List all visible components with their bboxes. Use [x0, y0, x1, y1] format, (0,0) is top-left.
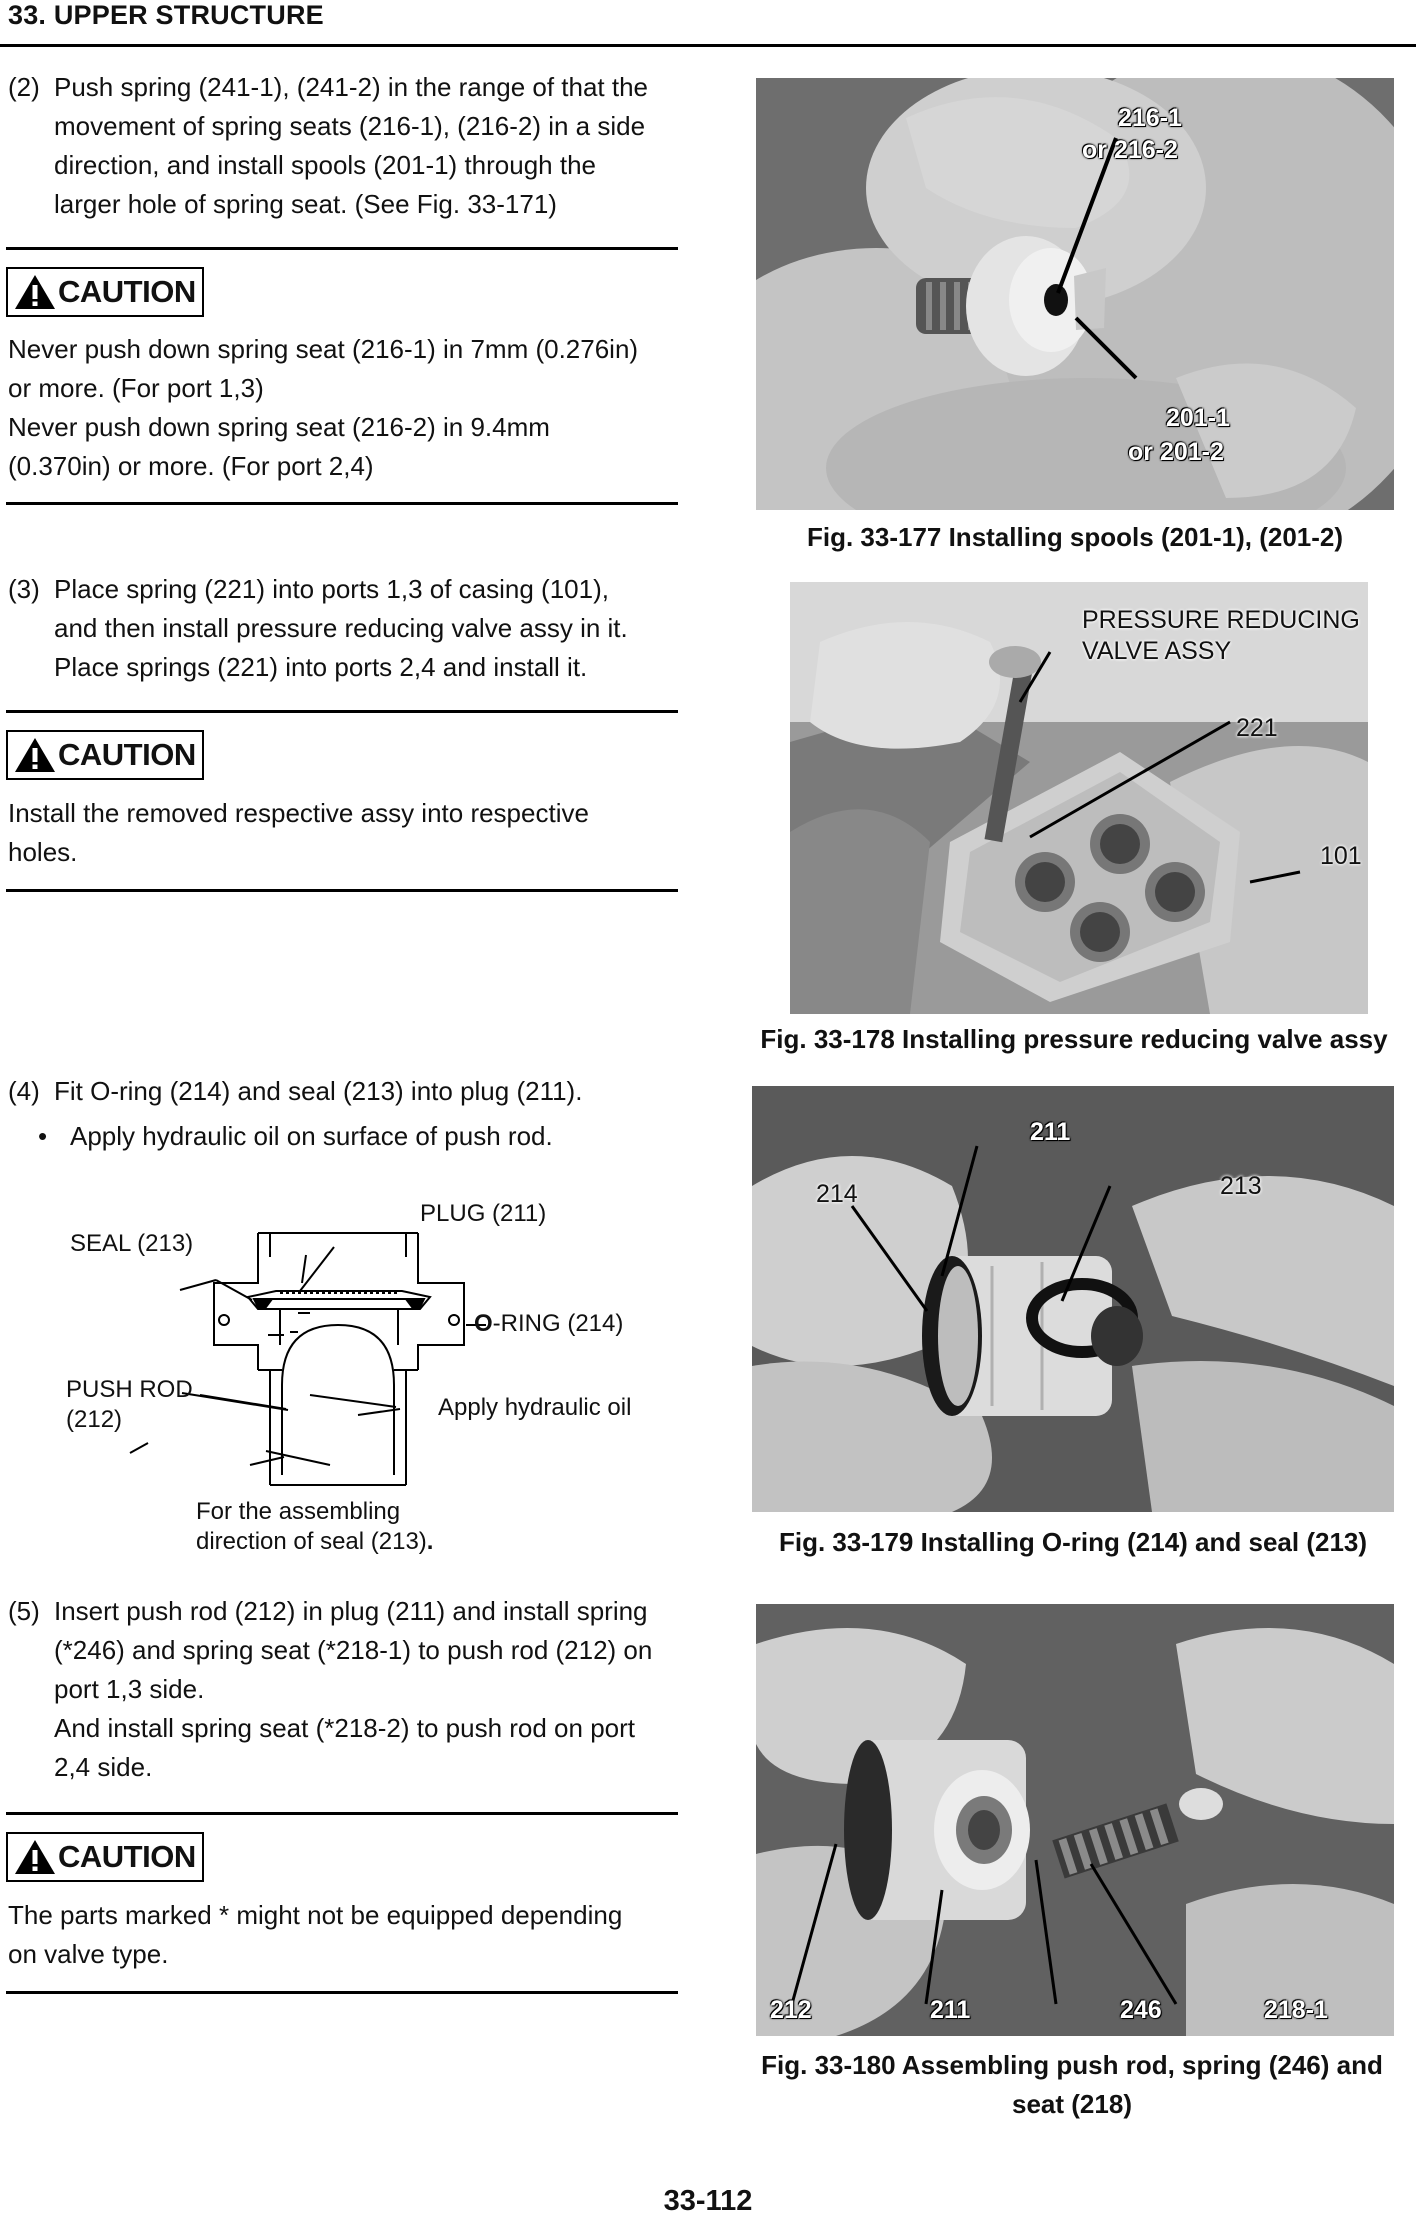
fig-177-caption: Fig. 33-177 Installing spools (201-1), (201-2) [806, 522, 1344, 552]
step-2-line-4: larger hole of spring seat. (See Fig. 33-171) [54, 189, 557, 219]
step-2-line-1: Push spring (241-1), (241-2) in the range of that the [54, 72, 649, 102]
step-2-number: (2) [8, 72, 40, 102]
step-2-line-2: movement of spring seats (216-1), (216-2) in a side [54, 111, 646, 141]
step-4-bullet-text: Apply hydraulic oil on surface of push rod. [70, 1121, 553, 1151]
caution-2-top-rule [6, 710, 678, 713]
fig-179-callout-213: 213 [1220, 1172, 1262, 1200]
step-5-number: (5) [8, 1596, 40, 1626]
step-5-line-5: 2,4 side. [54, 1752, 153, 1782]
diagram-label-apply-oil: Apply hydraulic oil [438, 1394, 632, 1421]
caution-1-line-3: Never push down spring seat (216-2) in 9.4mm [8, 412, 550, 442]
bullet-dot: • [38, 1121, 48, 1151]
fig-180-callout-246: 246 [1120, 1996, 1162, 2024]
page-number: 33-112 [663, 2185, 753, 2216]
fig-179-callout-214: 214 [816, 1180, 858, 1208]
caution-1-line-4: (0.370in) or more. (For port 2,4) [8, 451, 374, 481]
caution-2-line-1: Install the removed respective assy into respective [8, 798, 589, 828]
diagram-label-seal: SEAL (213) [70, 1230, 194, 1257]
fig-177-photo [756, 78, 1394, 510]
step-3-line-3: Place springs (221) into ports 2,4 and install it. [54, 652, 588, 682]
diagram-label-plug: PLUG (211) [420, 1200, 547, 1227]
diagram-note-line-1: For the assembling [196, 1498, 401, 1525]
caution-1-line-2: or more. (For port 1,3) [8, 373, 264, 403]
caution-3-top-rule [6, 1812, 678, 1815]
caution-1-line-1: Never push down spring seat (216-1) in 7mm (0.276in) [8, 334, 639, 364]
fig-178-photo [790, 582, 1368, 1014]
fig-178-callout-101: 101 [1320, 842, 1362, 870]
fig-180-callout-218-1: 218-1 [1264, 1996, 1328, 2024]
step-3-line-2: and then install pressure reducing valve assy in it. [54, 613, 628, 643]
fig-179-photo-drawing [752, 1086, 1394, 1512]
caution-2-line-2: holes. [8, 837, 78, 867]
caution-2-badge [6, 730, 204, 780]
page-header-title: 33. UPPER STRUCTURE [8, 0, 324, 30]
diagram-label-pushrod-2: (212) [66, 1406, 123, 1433]
warning-triangle-icon [13, 1838, 57, 1876]
step-4-line-1: Fit O-ring (214) and seal (213) into plug (211). [54, 1076, 583, 1106]
diagram-note-line-2-period: . [426, 1528, 434, 1555]
fig-177-callout-201-1: 201-1 [1166, 404, 1230, 432]
caution-3-line-2: on valve type. [8, 1939, 169, 1969]
caution-1-bottom-rule [6, 502, 678, 505]
caution-3-bottom-rule [6, 1991, 678, 1994]
caution-3-line-1: The parts marked * might not be equipped depending [8, 1900, 623, 1930]
header-rule [0, 44, 1416, 47]
step-5-line-1: Insert push rod (212) in plug (211) and install spring [54, 1596, 648, 1626]
caution-1-label: CAUTION [58, 274, 196, 309]
caution-1-text [8, 330, 688, 486]
fig-178-callout-pressure-reducing: PRESSURE REDUCING [1082, 606, 1360, 634]
caution-3-label: CAUTION [58, 1839, 196, 1874]
caution-1-badge [6, 267, 204, 317]
step-4-number: (4) [8, 1076, 40, 1106]
plug-cross-section-diagram [40, 1195, 660, 1565]
fig-180-photo [756, 1604, 1394, 2036]
diagram-label-pushrod-1: PUSH ROD [66, 1376, 193, 1403]
fig-180-callout-211: 211 [930, 1996, 971, 2024]
fig-179-callout-211: 211 [1030, 1118, 1071, 1146]
fig-178-callout-valve-assy: VALVE ASSY [1082, 637, 1232, 665]
fig-179-photo [752, 1086, 1394, 1512]
step-5-line-3: port 1,3 side. [54, 1674, 205, 1704]
fig-177-photo-drawing [756, 78, 1394, 510]
diagram-note-line-2-text: direction of seal (213) [196, 1528, 427, 1555]
fig-180-caption-line-1: Fig. 33-180 Assembling push rod, spring (246) and [761, 2050, 1383, 2080]
fig-177-callout-or-216-2: or 216-2 [1082, 136, 1178, 164]
diagram-note-line-2 [196, 1527, 433, 1557]
caution-1-top-rule [6, 247, 678, 250]
step-5 [8, 1592, 688, 1787]
caution-2-text [8, 794, 688, 872]
step-2-line-3: direction, and install spools (201-1) through the [54, 150, 596, 180]
fig-179-caption: Fig. 33-179 Installing O-ring (214) and seal (213) [778, 1527, 1368, 1557]
diagram-label-oring-o: O [474, 1310, 493, 1337]
step-2 [8, 68, 688, 224]
step-4-bullet [38, 1117, 688, 1156]
step-4 [8, 1072, 688, 1156]
fig-180-caption-line-2: seat (218) [1012, 2089, 1132, 2119]
fig-180-callout-212: 212 [770, 1996, 812, 2024]
fig-178-caption: Fig. 33-178 Installing pressure reducing valve assy [760, 1024, 1388, 1054]
fig-178-photo-drawing [790, 582, 1368, 1014]
caution-3-text [8, 1896, 688, 1974]
caution-3-badge [6, 1832, 204, 1882]
step-5-line-2: (*246) and spring seat (*218-1) to push rod (212) on [54, 1635, 653, 1665]
fig-177-callout-or-201-2: or 201-2 [1128, 438, 1224, 466]
step-3 [8, 570, 688, 687]
caution-2-label: CAUTION [58, 737, 196, 772]
caution-2-bottom-rule [6, 889, 678, 892]
fig-178-callout-221: 221 [1236, 714, 1278, 742]
step-3-number: (3) [8, 574, 40, 604]
fig-180-photo-drawing [756, 1604, 1394, 2036]
warning-triangle-icon [13, 273, 57, 311]
diagram-label-oring-rest: -RING (214) [492, 1310, 624, 1337]
step-3-line-1: Place spring (221) into ports 1,3 of casing (101), [54, 574, 609, 604]
diagram-label-oring [474, 1309, 623, 1339]
step-5-line-4: And install spring seat (*218-2) to push rod on port [54, 1713, 636, 1743]
fig-177-callout-216-1: 216-1 [1118, 104, 1182, 132]
warning-triangle-icon [13, 736, 57, 774]
